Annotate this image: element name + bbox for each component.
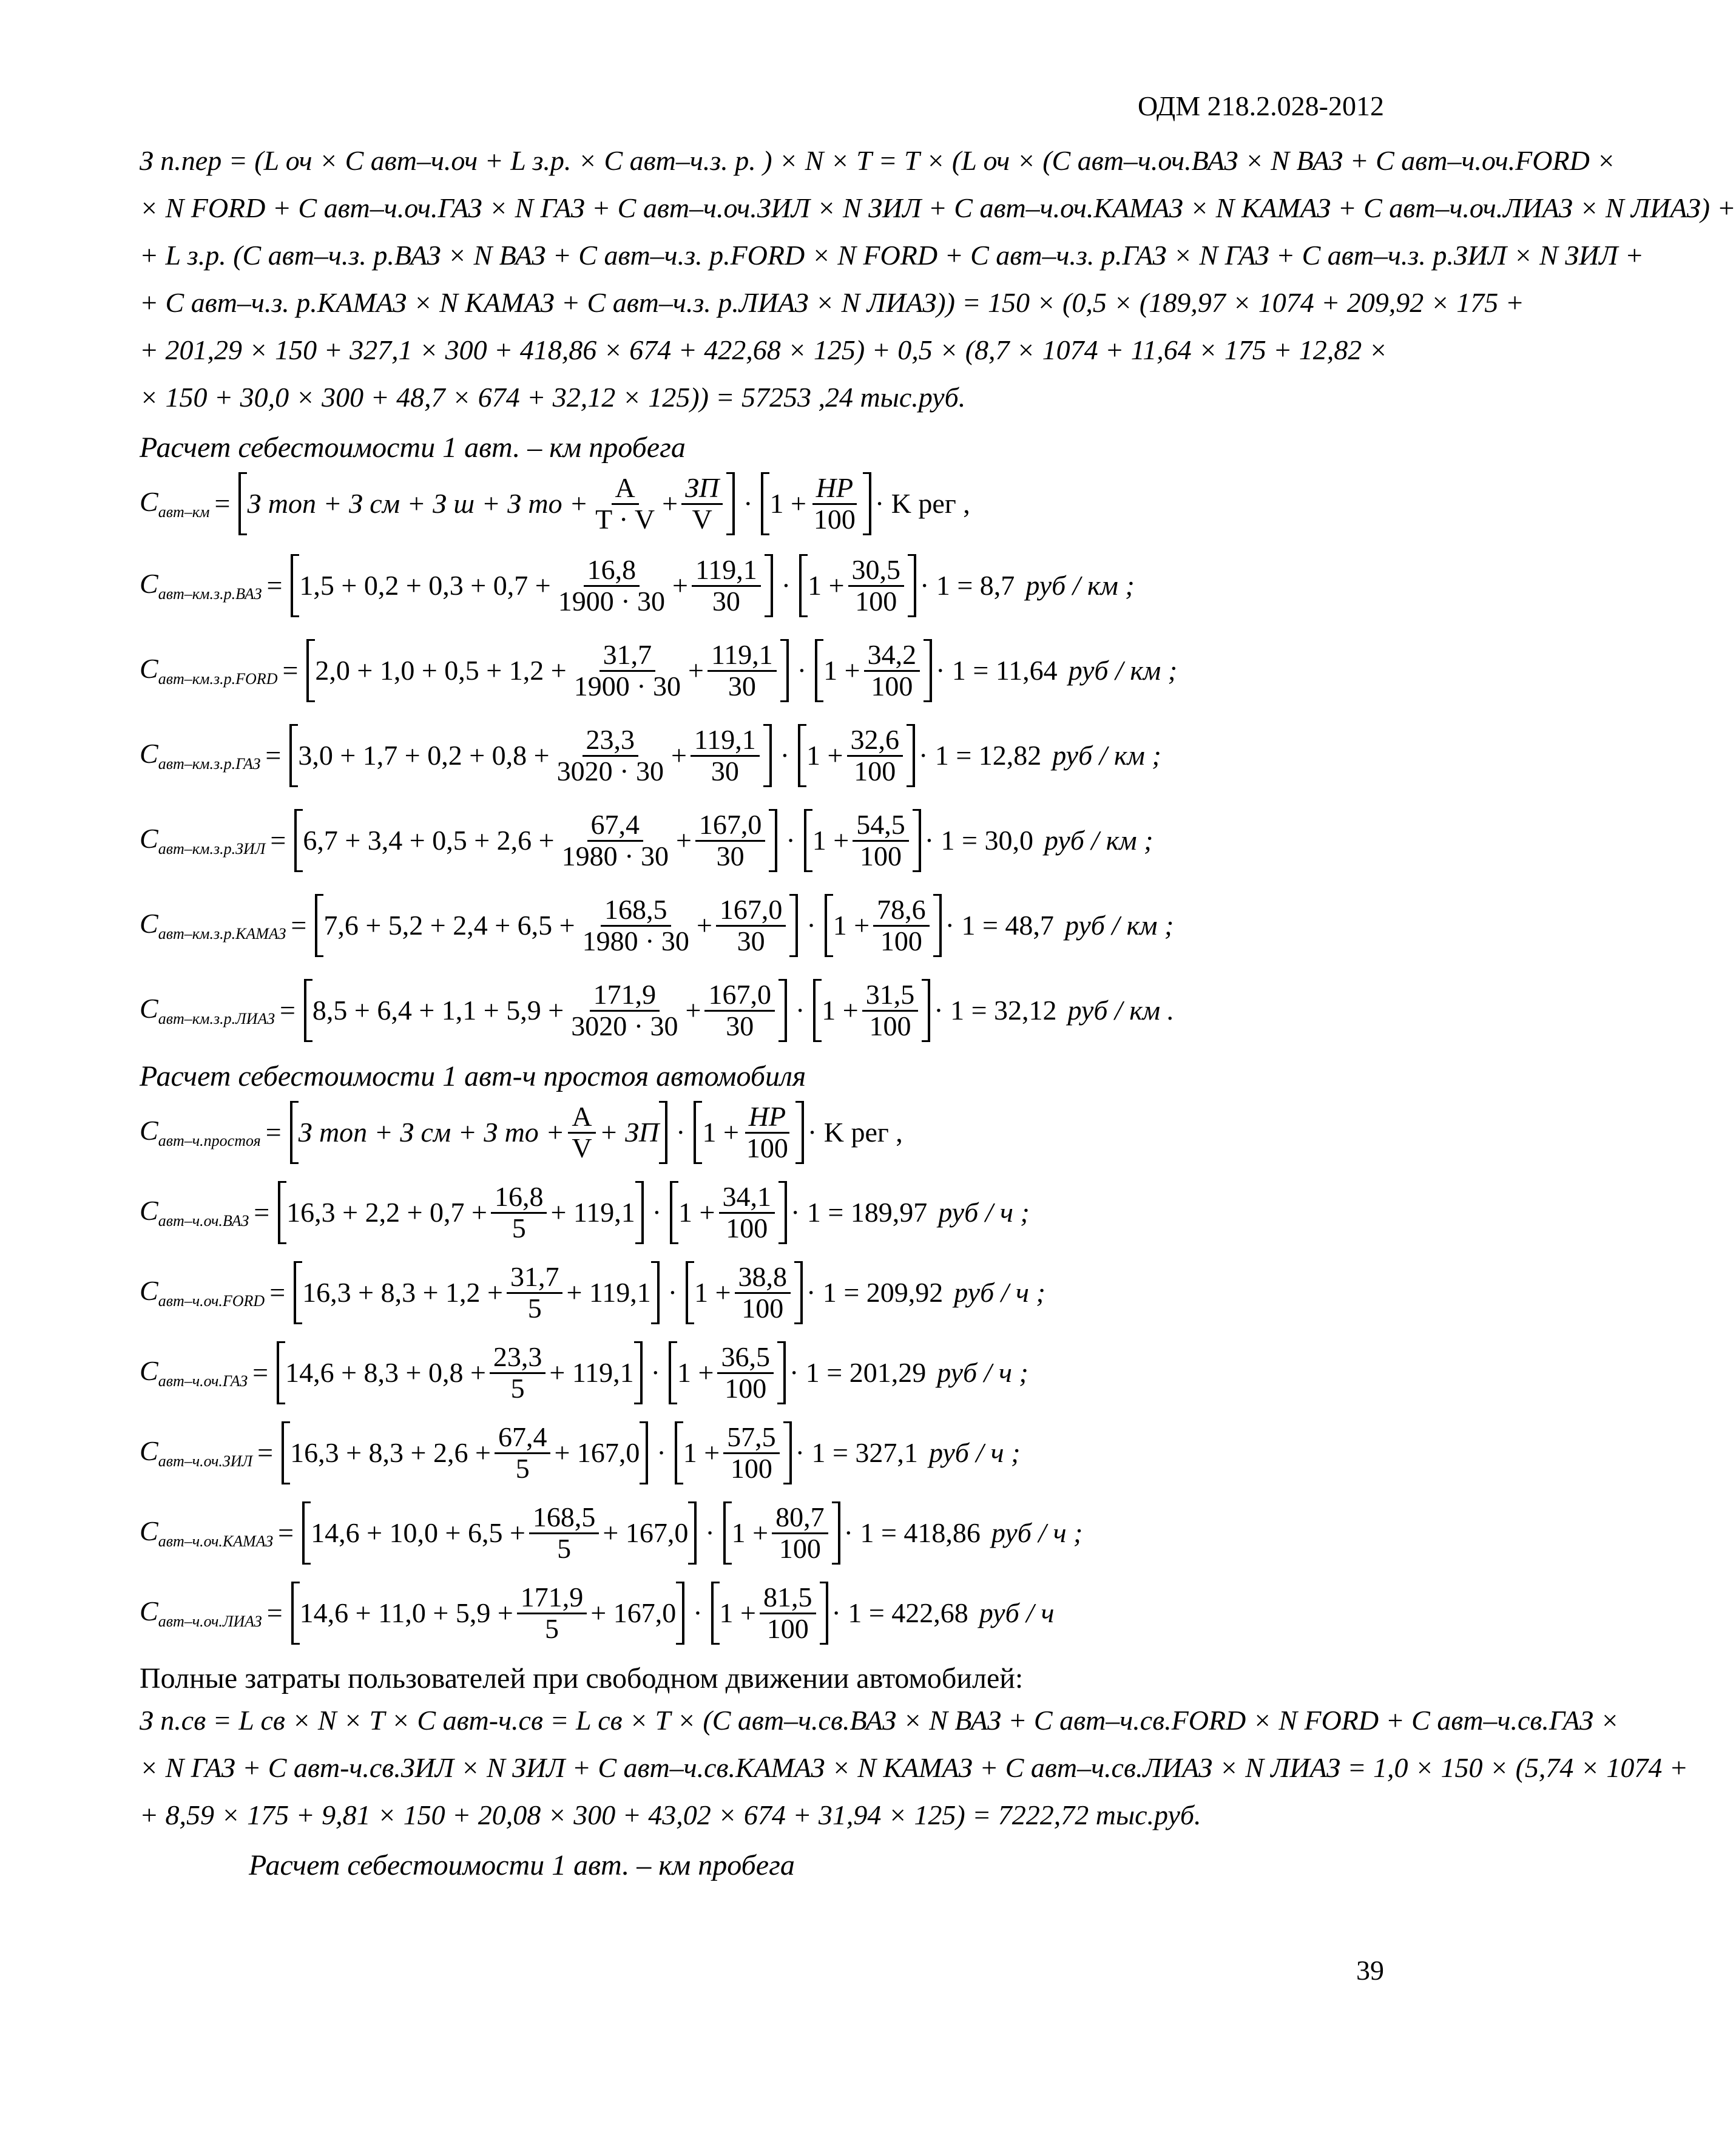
bracket-group: З топ + З см + З то + $\frac{A}{V}$ + ЗП (290, 1101, 667, 1164)
document-code: ОДМ 218.2.028-2012 (1137, 90, 1384, 121)
formula-lhs: $C_{авт-км.з.р.КАМАЗ}$ (140, 907, 286, 943)
unit-label: руб / км ; (1068, 654, 1178, 686)
unit-label: руб / ч ; (991, 1517, 1083, 1548)
bracket-group: 7,6 + 5,2 + 2,4 + 6,5 + $\frac{168,5}{1980 \cdot 30}$ + $\frac{167,0}{30}$ (315, 894, 798, 957)
fraction: $\frac{168,5}{5}$ (529, 1503, 599, 1563)
bracket-group: 1 + $\frac{34,1}{100}$ (670, 1181, 787, 1244)
term-sum: 16,3 + 8,3 + 1,2 + (302, 1276, 503, 1308)
equation-line: × N ГАЗ + C авт-ч.св.ЗИЛ × N ЗИЛ + C авт–ч.св.КАМАЗ × N КАМАЗ + C авт–ч.св.ЛИАЗ × N ЛИАЗ = 1,0 × 150 × (5,74 × 1074 + (140, 1752, 1688, 1783)
term-sum: 8,5 + 6,4 + 1,1 + 5,9 + (312, 994, 564, 1026)
formula-lhs: $C_{авт-км.з.р.FORD}$ (140, 652, 278, 688)
bracket-group: 1,5 + 0,2 + 0,3 + 0,7 + $\frac{16,8}{1900 \cdot 30}$ + $\frac{119,1}{30}$ (291, 554, 772, 617)
bracket-group: 6,7 + 3,4 + 0,5 + 2,6 + $\frac{67,4}{1980 \cdot 30}$ + $\frac{167,0}{30}$ (294, 809, 777, 872)
fraction: $\frac{16,8}{5}$ (491, 1182, 547, 1243)
fraction: $\frac{36,5}{100}$ (717, 1342, 774, 1403)
fraction: $\frac{34,1}{100}$ (719, 1182, 775, 1243)
formula-idle-row: $C_{авт-ч.оч.FORD}$ = 16,3 + 8,3 + 1,2 + $\frac{31,7}{5}$ + 119,1 · 1 + $\frac{38,8}{100}$ · 1 = 209,92 руб / ч ; (140, 1261, 1045, 1324)
fraction: $\frac{78,6}{100}$ (873, 895, 930, 956)
bracket-group: 1 + $\frac{НР}{100}$ (694, 1101, 803, 1164)
bracket-group: 1 + $\frac{78,6}{100}$ (825, 894, 942, 957)
fraction: $\frac{119,1}{30}$ (692, 555, 761, 616)
fraction: $\frac{168,5}{1980 \cdot 30}$ (582, 894, 689, 956)
page-number: 39 (1356, 1955, 1384, 1986)
bracket-group: З топ + З см + З ш + З то + $\frac{A}{T \cdot V}$ + $\frac{ЗП}{V}$ (238, 472, 735, 535)
formula-result: · 1 = 422,68 (831, 1597, 968, 1628)
bracket-group: 14,6 + 10,0 + 6,5 + $\frac{168,5}{5}$ + 167,0 (302, 1501, 697, 1565)
bracket-group: 14,6 + 11,0 + 5,9 + $\frac{171,9}{5}$ + 167,0 (291, 1582, 685, 1645)
unit-label: руб / ч (979, 1597, 1055, 1628)
fraction: $\frac{167,0}{30}$ (695, 810, 766, 871)
fraction: $\frac{32,6}{100}$ (847, 725, 903, 786)
bracket-group: 1 + $\frac{38,8}{100}$ (686, 1261, 803, 1324)
section-heading: Полные затраты пользователей при свободном движении автомобилей: (140, 1662, 1024, 1694)
formula-idle-row: $C_{авт-ч.оч.ГАЗ}$ = 14,6 + 8,3 + 0,8 + $\frac{23,3}{5}$ + 119,1 · 1 + $\frac{36,5}{100}$ · 1 = 201,29 руб / ч ; (140, 1341, 1028, 1404)
fraction: $\frac{167,0}{30}$ (716, 895, 786, 956)
formula-result: · 1 = 48,7 (945, 909, 1054, 941)
fraction: $\frac{81,5}{100}$ (760, 1583, 816, 1643)
formula-result: · 1 = 32,12 (934, 994, 1057, 1026)
unit-label: руб / ч ; (937, 1356, 1028, 1388)
formula-lhs: $C_{авт-ч.оч.ЗИЛ}$ (140, 1435, 253, 1470)
fraction: $\frac{30,5}{100}$ (848, 555, 905, 616)
fraction: $\frac{67,4}{1980 \cdot 30}$ (561, 809, 669, 872)
equation-line: + C авт–ч.з. р.КАМАЗ × N КАМАЗ + C авт–ч.з. р.ЛИАЗ × N ЛИАЗ)) = 150 × (0,5 × (189,97 × 1074 + 209,92 × 175 + (140, 287, 1524, 318)
formula-km-row: $C_{авт-км.з.р.FORD}$ = 2,0 + 1,0 + 0,5 + 1,2 + $\frac{31,7}{1900 \cdot 30}$ + $\frac{119,1}{30}$ · 1 + $\frac{34,2}{100}$ · 1 = 11,64 руб / км ; (140, 639, 1178, 702)
formula-result: · 1 = 201,29 (789, 1356, 927, 1388)
formula-idle-row: $C_{авт-ч.оч.КАМАЗ}$ = 14,6 + 10,0 + 6,5 + $\frac{168,5}{5}$ + 167,0 · 1 + $\frac{80,7}{100}$ · 1 = 418,86 руб / ч ; (140, 1501, 1083, 1564)
term-sum: 14,6 + 10,0 + 6,5 + (311, 1517, 525, 1548)
term-sum: 6,7 + 3,4 + 0,5 + 2,6 + (303, 824, 555, 856)
bracket-group: 16,3 + 8,3 + 2,6 + $\frac{67,4}{5}$ + 167,0 (282, 1421, 648, 1484)
formula-lhs: $C_{авт-км.з.р.ГАЗ}$ (140, 737, 261, 773)
formula-km-row: $C_{авт-км.з.р.ЛИАЗ}$ = 8,5 + 6,4 + 1,1 + 5,9 + $\frac{171,9}{3020 \cdot 30}$ + $\frac{167,0}{30}$ · 1 + $\frac{31,5}{100}$ · 1 = 32,12 руб / км . (140, 979, 1175, 1041)
fraction: $\frac{119,1}{30}$ (691, 725, 760, 786)
equation-line: + 8,59 × 175 + 9,81 × 150 + 20,08 × 300 + 43,02 × 674 + 31,94 × 125) = 7222,72 тыс.руб. (140, 1799, 1201, 1830)
fraction: $\frac{23,3}{3020 \cdot 30}$ (556, 724, 664, 787)
fraction: $\frac{16,8}{1900 \cdot 30}$ (558, 554, 666, 617)
fraction: $\frac{171,9}{3020 \cdot 30}$ (571, 979, 678, 1041)
term-sum: 7,6 + 5,2 + 2,4 + 6,5 + (323, 909, 575, 941)
formula-km-row: $C_{авт-км.з.р.ЗИЛ}$ = 6,7 + 3,4 + 0,5 + 2,6 + $\frac{67,4}{1980 \cdot 30}$ + $\frac{167,0}{30}$ · 1 + $\frac{54,5}{100}$ · 1 = 30,0 руб / км ; (140, 809, 1153, 872)
formula-lhs: $C_{авт-ч.оч.FORD}$ (140, 1274, 265, 1310)
term-sum: 16,3 + 8,3 + 2,6 + (290, 1437, 491, 1468)
formula-result: · 1 = 327,1 (795, 1437, 918, 1468)
formula-lhs: $C_{авт-ч.оч.ЛИАЗ}$ (140, 1595, 262, 1630)
formula-lhs: $C_{авт-ч.оч.КАМАЗ}$ (140, 1515, 274, 1550)
formula-km-row: $C_{авт-км.з.р.ВАЗ}$ = 1,5 + 0,2 + 0,3 + 0,7 + $\frac{16,8}{1900 \cdot 30}$ + $\frac{119,1}{30}$ · 1 + $\frac{30,5}{100}$ · 1 = 8,7 руб / км ; (140, 554, 1135, 617)
bracket-group: 1 + $\frac{57,5}{100}$ (675, 1421, 792, 1484)
term-sum: 2,0 + 1,0 + 0,5 + 1,2 + (315, 654, 567, 686)
equation-line: + 201,29 × 150 + 327,1 × 300 + 418,86 × 674 + 422,68 × 125) + 0,5 × (8,7 × 1074 + 11,64 × 175 + 12,82 × (140, 334, 1388, 365)
formula-general-km: $C_{авт-км}$ = З топ + З см + З ш + З то + $\frac{A}{T \cdot V}$ + $\frac{ЗП}{V}$ · 1 + $\frac{НР}{100}$ · K рег , (140, 472, 970, 535)
bracket-group: 14,6 + 8,3 + 0,8 + $\frac{23,3}{5}$ + 119,1 (277, 1341, 643, 1404)
term-sum: 14,6 + 11,0 + 5,9 + (299, 1597, 513, 1628)
bracket-group: 1 + $\frac{54,5}{100}$ (804, 809, 921, 872)
formula-result: · 1 = 209,92 (806, 1276, 944, 1308)
term-sum: 16,3 + 2,2 + 0,7 + (286, 1196, 487, 1228)
formula-lhs: $C_{авт-км.з.р.ЛИАЗ}$ (140, 992, 275, 1027)
unit-label: руб / км ; (1044, 824, 1153, 856)
formula-lhs: $C_{авт-км.з.р.ВАЗ}$ (140, 567, 262, 603)
unit-label: руб / км . (1067, 994, 1175, 1026)
formula-idle-row: $C_{авт-ч.оч.ВАЗ}$ = 16,3 + 2,2 + 0,7 + $\frac{16,8}{5}$ + 119,1 · 1 + $\frac{34,1}{100}$ · 1 = 189,97 руб / ч ; (140, 1181, 1030, 1244)
bracket-group: 16,3 + 8,3 + 1,2 + $\frac{31,7}{5}$ + 119,1 (294, 1261, 660, 1324)
unit-label: руб / км ; (1064, 909, 1174, 941)
fraction: $\frac{31,7}{1900 \cdot 30}$ (573, 639, 681, 702)
bracket-group: 1 + $\frac{31,5}{100}$ (813, 979, 930, 1042)
unit-label: руб / км ; (1052, 739, 1161, 771)
equation-line: З п.пер = (L оч × C авт–ч.оч + L з.р. × C авт–ч.з. р. ) × N × T = T × (L оч × (C авт–ч.оч.ВАЗ × N ВАЗ + C авт–ч.оч.FORD × (140, 145, 1616, 176)
formula-result: · 1 = 189,97 (791, 1196, 928, 1228)
formula-result: · 1 = 11,64 (936, 654, 1058, 686)
bracket-group: 1 + $\frac{80,7}{100}$ (723, 1501, 840, 1565)
bracket-group: 1 + $\frac{36,5}{100}$ (669, 1341, 786, 1404)
formula-general-idle: $C_{авт-ч.простоя}$ = З топ + З см + З то + $\frac{A}{V}$ + ЗП · 1 + $\frac{НР}{100}$ · K рег , (140, 1101, 903, 1163)
formula-lhs: $C_{авт-км.з.р.ЗИЛ}$ (140, 822, 266, 858)
unit-label: руб / ч ; (928, 1437, 1021, 1468)
unit-label: руб / км ; (1025, 569, 1135, 601)
fraction: $\frac{119,1}{30}$ (708, 640, 777, 701)
formula-km-row: $C_{авт-км.з.р.ГАЗ}$ = 3,0 + 1,7 + 0,2 + 0,8 + $\frac{23,3}{3020 \cdot 30}$ + $\frac{119,1}{30}$ · 1 + $\frac{32,6}{100}$ · 1 = 12,82 руб / км ; (140, 724, 1161, 787)
formula-lhs: $C_{авт-ч.оч.ГАЗ}$ (140, 1355, 248, 1390)
fraction: $\frac{80,7}{100}$ (772, 1503, 828, 1563)
formula-result: · 1 = 418,86 (843, 1517, 981, 1548)
fraction: $\frac{31,5}{100}$ (862, 980, 919, 1041)
formula-lhs: $C_{авт-ч.оч.ВАЗ}$ (140, 1194, 249, 1230)
term-sum: 1,5 + 0,2 + 0,3 + 0,7 + (299, 569, 551, 601)
fraction: $\frac{171,9}{5}$ (517, 1583, 587, 1643)
bracket-group: 1 + $\frac{81,5}{100}$ (711, 1582, 828, 1645)
unit-label: руб / ч ; (954, 1276, 1045, 1308)
fraction: $\frac{54,5}{100}$ (853, 810, 909, 871)
equation-line: З п.св = L св × N × T × C авт-ч.св = L св × T × (C авт–ч.св.ВАЗ × N ВАЗ + C авт–ч.св.FORD × N FORD + C авт–ч.св.ГАЗ × (140, 1705, 1619, 1736)
formula-idle-row: $C_{авт-ч.оч.ЛИАЗ}$ = 14,6 + 11,0 + 5,9 + $\frac{171,9}{5}$ + 167,0 · 1 + $\frac{81,5}{100}$ · 1 = 422,68 руб / ч (140, 1582, 1055, 1644)
bracket-group: 16,3 + 2,2 + 0,7 + $\frac{16,8}{5}$ + 119,1 (278, 1181, 644, 1244)
formula-result: · 1 = 12,82 (919, 739, 1042, 771)
fraction: $\frac{38,8}{100}$ (735, 1262, 791, 1323)
section-heading: Расчет себестоимости 1 авт-ч простоя автомобиля (140, 1060, 806, 1092)
fraction: $\frac{34,2}{100}$ (864, 640, 920, 701)
formula-lhs: $C_{авт-км}$ (140, 486, 210, 521)
fraction: $\frac{167,0}{30}$ (704, 980, 775, 1041)
bracket-group: 1 + $\frac{30,5}{100}$ (799, 554, 916, 617)
fraction: $\frac{67,4}{5}$ (495, 1423, 551, 1483)
bracket-group: 3,0 + 1,7 + 0,2 + 0,8 + $\frac{23,3}{3020 \cdot 30}$ + $\frac{119,1}{30}$ (289, 724, 771, 787)
fraction: $\frac{31,7}{5}$ (507, 1262, 563, 1323)
equation-line: × 150 + 30,0 × 300 + 48,7 × 674 + 32,12 × 125)) = 57253 ,24 тыс.руб. (140, 382, 966, 413)
unit-label: руб / ч ; (938, 1196, 1030, 1228)
bracket-group: 1 + $\frac{34,2}{100}$ (815, 639, 932, 702)
fraction: $\frac{57,5}{100}$ (723, 1423, 780, 1483)
bracket-group: 1 + $\frac{32,6}{100}$ (798, 724, 915, 787)
formula-result: · 1 = 8,7 (920, 569, 1015, 601)
equation-line: + L з.р. (C авт–ч.з. р.ВАЗ × N ВАЗ + C авт–ч.з. р.FORD × N FORD + C авт–ч.з. р.ГАЗ × N ГАЗ + C авт–ч.з. р.ЗИЛ × N ЗИЛ + (140, 240, 1644, 271)
section-heading: Расчет себестоимости 1 авт. – км пробега (249, 1849, 795, 1881)
section-heading: Расчет себестоимости 1 авт. – км пробега (140, 432, 686, 464)
bracket-group: 8,5 + 6,4 + 1,1 + 5,9 + $\frac{171,9}{3020 \cdot 30}$ + $\frac{167,0}{30}$ (304, 979, 787, 1042)
formula-idle-row: $C_{авт-ч.оч.ЗИЛ}$ = 16,3 + 8,3 + 2,6 + $\frac{67,4}{5}$ + 167,0 · 1 + $\frac{57,5}{100}$ · 1 = 327,1 руб / ч ; (140, 1421, 1021, 1484)
formula-result: · 1 = 30,0 (924, 824, 1033, 856)
bracket-group: 1 + $\frac{НР}{100}$ (761, 472, 871, 535)
term-sum: 14,6 + 8,3 + 0,8 + (285, 1356, 486, 1388)
bracket-group: 2,0 + 1,0 + 0,5 + 1,2 + $\frac{31,7}{1900 \cdot 30}$ + $\frac{119,1}{30}$ (306, 639, 788, 702)
term-sum: 3,0 + 1,7 + 0,2 + 0,8 + (298, 739, 550, 771)
fraction: $\frac{23,3}{5}$ (490, 1342, 546, 1403)
equation-line: × N FORD + C авт–ч.оч.ГАЗ × N ГАЗ + C авт–ч.оч.ЗИЛ × N ЗИЛ + C авт–ч.оч.КАМАЗ × N КАМАЗ + C авт–ч.оч.ЛИАЗ × N ЛИАЗ) + (140, 192, 1736, 223)
formula-km-row: $C_{авт-км.з.р.КАМАЗ}$ = 7,6 + 5,2 + 2,4 + 6,5 + $\frac{168,5}{1980 \cdot 30}$ + $\frac{167,0}{30}$ · 1 + $\frac{78,6}{100}$ · 1 = 48,7 руб / км ; (140, 894, 1174, 956)
